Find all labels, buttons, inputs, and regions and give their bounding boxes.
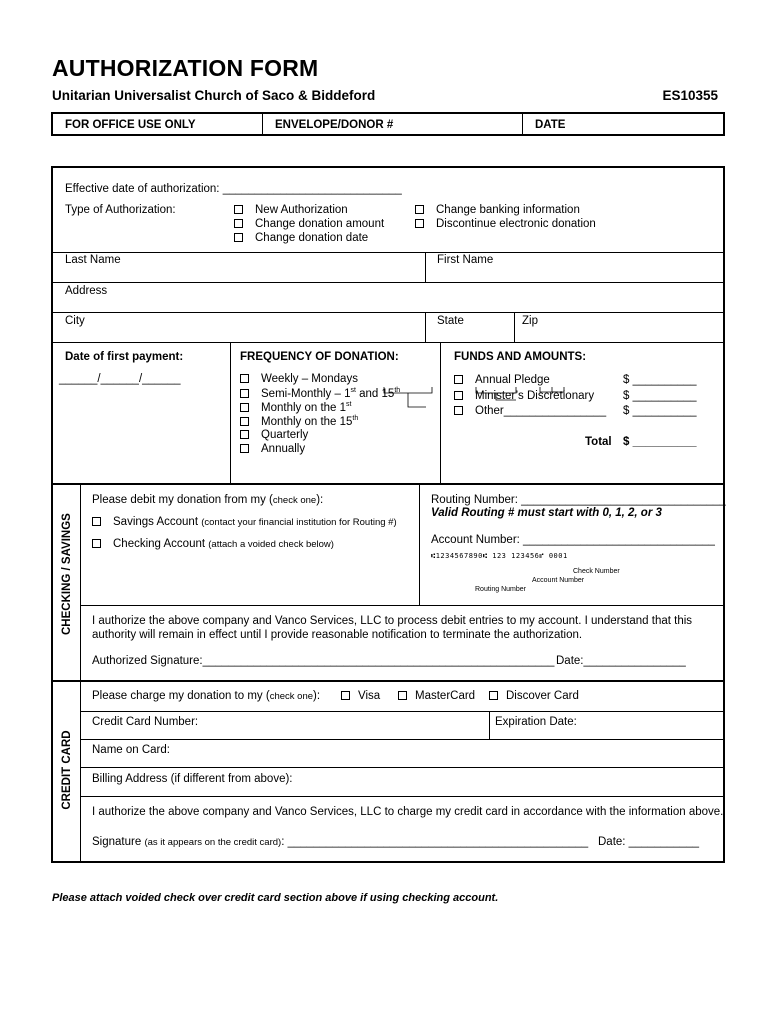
superscript: th (394, 387, 401, 394)
divider (53, 282, 725, 283)
option-discontinue[interactable] (415, 218, 596, 230)
option-label: New Authorization (255, 204, 348, 216)
account-number-caption: Account Number (532, 577, 585, 584)
card-discover[interactable] (489, 690, 579, 702)
divider (80, 711, 725, 712)
frequency-monthly-1[interactable] (240, 401, 351, 414)
amount-total[interactable]: $ __________ (623, 436, 697, 448)
organization-name: Unitarian Universalist Church of Saco & Biddeford (52, 88, 376, 103)
frequency-weekly[interactable] (240, 373, 358, 385)
option-note: (attach a voided check below) (208, 539, 334, 550)
first-payment-label: Date of first payment: (65, 351, 184, 363)
option-label: MasterCard (415, 690, 476, 702)
checkbox[interactable] (398, 691, 407, 700)
envelope-donor-field[interactable]: ENVELOPE/DONOR # (263, 114, 523, 134)
state-field[interactable]: State (437, 315, 464, 327)
checkbox[interactable] (415, 205, 424, 214)
option-change-amount[interactable] (234, 218, 384, 230)
frequency-label: FREQUENCY OF DONATION: (240, 351, 399, 363)
check-number-caption: Check Number (573, 568, 620, 575)
checkbox[interactable] (92, 539, 101, 548)
office-use-bar (51, 112, 725, 136)
option-change-banking[interactable] (415, 204, 580, 216)
form-code: ES10355 (662, 88, 718, 103)
office-date-field[interactable]: DATE (535, 119, 566, 131)
divider (80, 605, 725, 606)
option-label: Monthly on the 15 (261, 415, 353, 428)
option-note: (contact your financial institution for Routing #) (201, 517, 397, 528)
routing-number-caption: Routing Number (475, 586, 526, 593)
credit-card-number-field[interactable]: Credit Card Number: (92, 716, 199, 728)
checkbox[interactable] (240, 417, 249, 426)
micr-line: ⑆1234567890⑆ 123 123456⑈ 0001 (431, 552, 568, 560)
option-label: and 15 (355, 387, 395, 400)
name-on-card-field[interactable]: Name on Card: (92, 744, 170, 756)
checkbox[interactable] (415, 219, 424, 228)
superscript: st (350, 387, 356, 394)
option-label: Weekly – Mondays (261, 373, 358, 385)
billing-address-field[interactable]: Billing Address (if different from above): (92, 773, 293, 785)
zip-field[interactable]: Zip (522, 315, 538, 327)
checking-savings-side-label: CHECKING / SAVINGS (61, 513, 73, 635)
authorization-type-label: Type of Authorization: (65, 204, 176, 216)
checkbox[interactable] (240, 430, 249, 439)
check-diagram-callouts (380, 383, 620, 417)
form-title: AUTHORIZATION FORM (52, 55, 319, 81)
credit-date-field[interactable]: Date: ___________ (598, 836, 700, 848)
checkbox[interactable] (234, 233, 243, 242)
savings-account-option[interactable] (92, 516, 397, 528)
option-label: Annually (261, 443, 306, 455)
office-use-label: FOR OFFICE USE ONLY (53, 114, 263, 134)
divider (53, 252, 725, 253)
expiration-date-field[interactable]: Expiration Date: (495, 716, 577, 728)
divider (53, 680, 725, 682)
divider (425, 252, 426, 282)
credit-signature-field[interactable] (92, 836, 588, 848)
checkbox[interactable] (240, 444, 249, 453)
text: : _______________________________________________ (281, 836, 589, 848)
option-label: Visa (358, 690, 381, 702)
checkbox[interactable] (489, 691, 498, 700)
credit-authorization-text: I authorize the above company and Vanco Services, LLC to charge my credit card in accordance with the information above. (92, 806, 724, 818)
option-label: Savings Account (113, 516, 202, 528)
option-label: Quarterly (261, 429, 309, 441)
option-label: Discover Card (506, 690, 579, 702)
frequency-monthly-15[interactable] (240, 415, 358, 428)
amount-ministers[interactable]: $ __________ (623, 390, 697, 402)
debit-instruction (92, 494, 323, 506)
option-new-authorization[interactable] (234, 204, 348, 216)
option-label: Semi-Monthly – 1 (261, 387, 351, 400)
text: Please debit my donation from my ( (92, 494, 273, 506)
effective-date-field[interactable]: Effective date of authorization: ____________________________ (65, 183, 402, 195)
frequency-annually[interactable] (240, 443, 305, 455)
routing-note: Valid Routing # must start with 0, 1, 2, or 3 (431, 507, 662, 519)
checkbox[interactable] (240, 374, 249, 383)
form-body (51, 166, 725, 863)
divider (230, 342, 231, 483)
divider (80, 739, 725, 740)
text: check one (269, 691, 314, 702)
authorized-signature-field[interactable]: Authorized Signature:_______________________________________________________ (92, 655, 555, 667)
credit-card-side-label: CREDIT CARD (61, 730, 73, 810)
option-label: Checking Account (113, 538, 209, 550)
option-label: Discontinue electronic donation (436, 218, 596, 230)
first-name-field[interactable]: First Name (437, 254, 494, 266)
option-change-date[interactable] (234, 232, 368, 244)
divider (80, 767, 725, 768)
divider (53, 312, 725, 313)
text: Signature (92, 836, 145, 848)
first-payment-field[interactable]: ______/______/______ (59, 373, 181, 385)
text: ): (316, 494, 324, 506)
card-mastercard[interactable] (398, 690, 475, 702)
last-name-field[interactable]: Last Name (65, 254, 121, 266)
frequency-quarterly[interactable] (240, 429, 308, 441)
superscript: th (352, 415, 359, 422)
option-label: Monthly on the 1 (261, 401, 347, 414)
total-label: Total (585, 436, 612, 448)
amount-other[interactable]: $ __________ (623, 405, 697, 417)
text: (as it appears on the credit card) (144, 837, 282, 848)
divider (80, 483, 81, 863)
option-label: Other________________ (475, 405, 607, 417)
checkbox[interactable] (234, 205, 243, 214)
divider (489, 711, 490, 739)
divider (514, 312, 515, 342)
checkbox[interactable] (234, 219, 243, 228)
divider (419, 483, 420, 605)
text: ): (313, 690, 321, 702)
divider (425, 312, 426, 342)
option-label: Change banking information (436, 204, 580, 216)
checkbox[interactable] (240, 403, 249, 412)
debit-authorization-text-1: I authorize the above company and Vanco Services, LLC to process debit entries to my account. I understand that this (92, 615, 693, 627)
divider (53, 342, 725, 343)
option-label: Change donation date (255, 232, 369, 244)
checkbox[interactable] (92, 517, 101, 526)
debit-date-field[interactable]: Date:________________ (556, 655, 686, 667)
routing-number-field[interactable]: Routing Number: ________________________________ (431, 494, 726, 506)
option-label: Minister’s Discretionary (475, 390, 595, 402)
text: check one (272, 495, 317, 506)
checkbox[interactable] (341, 691, 350, 700)
superscript: st (346, 401, 352, 408)
text: Please charge my donation to my ( (92, 690, 270, 702)
checking-account-option[interactable] (92, 538, 334, 550)
amount-annual-pledge[interactable]: $ __________ (623, 374, 697, 386)
frequency-semi-monthly[interactable] (240, 387, 400, 400)
account-number-field[interactable]: Account Number: ______________________________ (431, 534, 715, 546)
card-visa[interactable] (341, 690, 380, 702)
option-label: Change donation amount (255, 218, 385, 230)
debit-authorization-text-2: authority will remain in effect until I provide reasonable notification to terminate the authorization. (92, 629, 583, 641)
footer-note: Please attach voided check over credit card section above if using checking account. (52, 892, 499, 904)
address-field[interactable]: Address (65, 285, 108, 297)
funds-label: FUNDS AND AMOUNTS: (454, 351, 587, 363)
divider (53, 483, 725, 485)
city-field[interactable]: City (65, 315, 85, 327)
charge-instruction (92, 690, 320, 702)
option-label: Annual Pledge (475, 374, 550, 386)
divider (80, 796, 725, 797)
checkbox[interactable] (240, 389, 249, 398)
